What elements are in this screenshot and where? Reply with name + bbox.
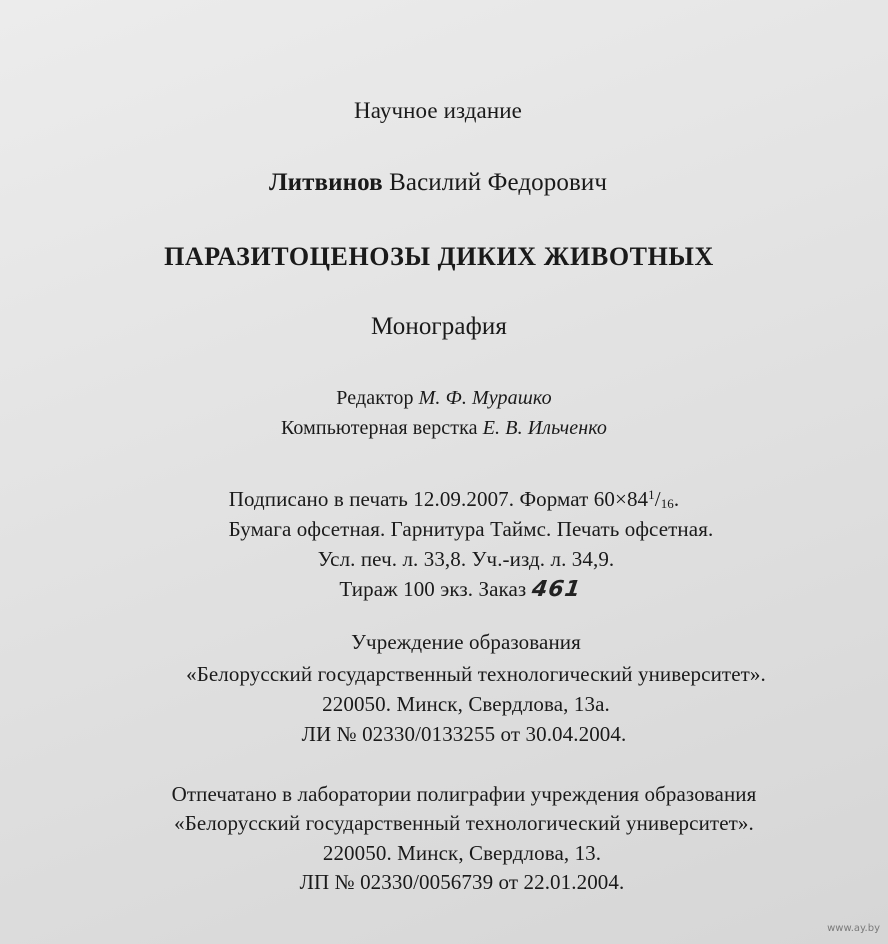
book-title: ПАРАЗИТОЦЕНОЗЫ ДИКИХ ЖИВОТНЫХ (164, 242, 714, 271)
author-line (0, 169, 882, 197)
publisher-line-2: «Белорусский государственный технологический университет». (186, 662, 766, 686)
layout-label: Компьютерная верстка (280, 417, 478, 439)
series-label: Научное издание (354, 98, 522, 123)
editor-name: М. Ф. Мурашко (418, 387, 552, 409)
print-run-line (16, 575, 888, 604)
printer-address: 220050. Минск, Свердлова, 13. (322, 841, 602, 865)
author-given-name: Василий Федорович (389, 169, 608, 196)
format-denominator: 16 (660, 496, 674, 511)
sheets-line: Усл. печ. л. 33,8. Уч.-изд. л. 34,9. (317, 547, 615, 571)
signed-format-line: Подписано в печать 12.09.2007. Формат $60\times 84^1/_{16}$. (228, 487, 680, 511)
editor-line (0, 384, 888, 412)
order-number-handwritten: 461 (530, 577, 583, 602)
publisher-address: 220050. Минск, Свердлова, 13а. (322, 692, 610, 716)
printer-license: ЛП № 02330/0056739 от 22.01.2004. (299, 870, 625, 894)
layout-name: Е. В. Ильченко (482, 417, 608, 439)
watermark-text: www.ay.by (827, 923, 880, 934)
signed-text: Подписано в печать 12.09.2007. Формат 60×84 (228, 487, 649, 511)
print-run-text: Тираж 100 экз. Заказ (339, 577, 527, 601)
editor-label: Редактор (336, 387, 414, 409)
paper-line: Бумага офсетная. Гарнитура Таймс. Печать офсетная. (228, 517, 714, 541)
publisher-line-1: Учреждение образования (351, 630, 581, 654)
layout-line (0, 414, 888, 442)
format-numerator: 1 (648, 487, 655, 502)
printer-line-2: «Белорусский государственный технологический университет». (174, 811, 754, 835)
printer-line-1: Отпечатано в лаборатории полиграфии учреждения образования (171, 782, 757, 806)
publisher-license: ЛИ № 02330/0133255 от 30.04.2004. (301, 722, 627, 746)
book-subtitle: Монография (371, 313, 507, 340)
author-surname: Литвинов (268, 169, 383, 196)
